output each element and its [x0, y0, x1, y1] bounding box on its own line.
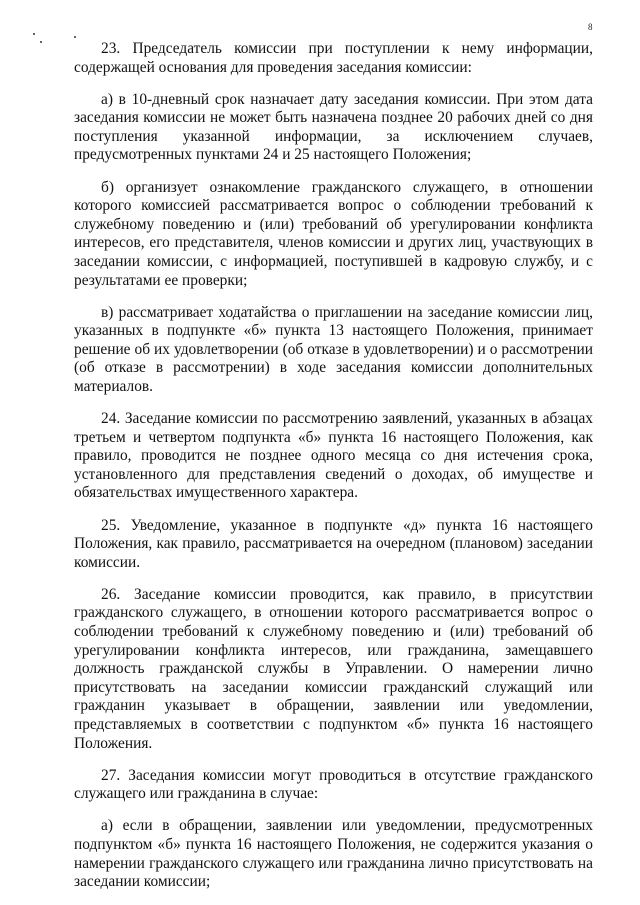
scan-artifact-dot	[74, 36, 76, 38]
paragraph-24: 24. Заседание комиссии по рассмотрению заявлений, указанных в абзацах третьем и четвертом подпункта «б» пункта 16 настоящего Положения, как правило, проводится не позднее одного месяца со дня истечения срока, установленного для представления сведений о доходах, об имуществе и обязательствах имущественного характера.	[74, 410, 593, 502]
paragraph-27: 27. Заседания комиссии могут проводиться в отсутствие гражданского служащего или гражданина в случае:	[74, 766, 593, 803]
paragraph-25: 25. Уведомление, указанное в подпункте «д» пункта 16 настоящего Положения, как правило, рассматривается на очередном (плановом) заседании комиссии.	[74, 516, 593, 571]
document-body	[74, 40, 593, 892]
scan-artifact-dot	[33, 33, 35, 35]
paragraph-23-a: а) в 10-дневный срок назначает дату заседания комиссии. При этом дата заседания комиссии не может быть назначена позднее 20 рабочих дней со дня поступления указанной информации, за исключением случаев, предусмотренных пунктами 24 и 25 настоящего Положения;	[74, 90, 593, 164]
page-number: 8	[588, 22, 593, 32]
paragraph-23-b: б) организует ознакомление гражданского служащего, в отношении которого комиссией рассматривается вопрос о соблюдении требований к служебному поведению и (или) требований об урегулировании конфликта интересов, его представителя, членов комиссии и других лиц, участвующих в заседании комиссии, с информацией, поступившей в кадровую службу, и с результатами ее проверки;	[74, 178, 593, 289]
paragraph-23-v: в) рассматривает ходатайства о приглашении на заседание комиссии лиц, указанных в подпункте «б» пункта 13 настоящего Положения, принимает решение об их удовлетворении (об отказе в удовлетворении) и о рассмотрении (об отказе в рассмотрении) в ходе заседания комиссии дополнительных материалов.	[74, 303, 593, 395]
paragraph-26: 26. Заседание комиссии проводится, как правило, в присутствии гражданского служащего, в отношении которого рассматривается вопрос о соблюдении требований к служебному поведению и (или) требований об урегулировании конфликта интересов, или гражданина, замещавшего должность гражданской службы в Управлении. О намерении лично присутствовать на заседании комиссии гражданский служащий или гражданин указывает в обращении, заявлении или уведомлении, представляемых в соответствии с подпунктом «б» пункта 16 настоящего Положения.	[74, 585, 593, 752]
paragraph-27-a: а) если в обращении, заявлении или уведомлении, предусмотренных подпунктом «б» пункта 16 настоящего Положения, не содержится указания о намерении гражданского служащего или гражданина лично присутствовать на заседании комиссии;	[74, 817, 593, 891]
paragraph-23: 23. Председатель комиссии при поступлении к нему информации, содержащей основания для проведения заседания комиссии:	[74, 40, 593, 76]
scan-artifact-dot	[40, 41, 42, 43]
